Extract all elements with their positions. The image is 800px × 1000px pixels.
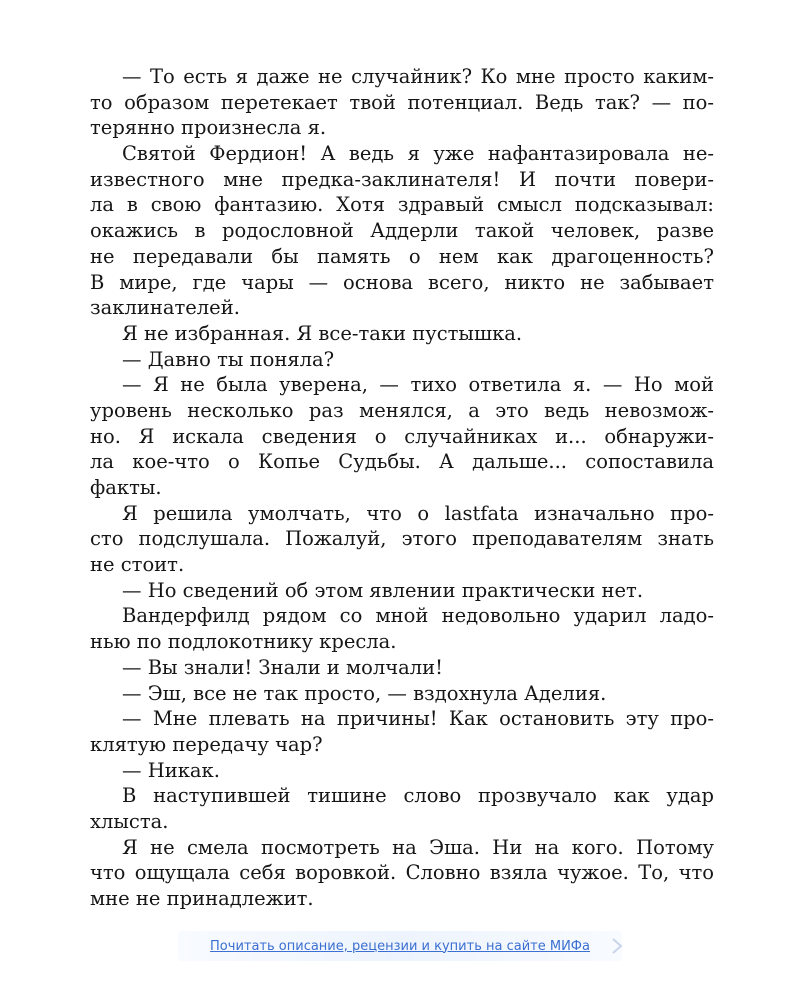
buy-on-mif-link[interactable] [178,931,622,961]
text-line: — То есть я даже не случайник? Ко мне просто каким- [122,65,714,88]
text-line: Я решила умолчать, что о lastfata изначально про- [122,501,714,525]
text-line: сто подслушала. Пожалуй, этого преподавателям знать [90,527,714,551]
text-line: то образом перетекает твой потенциал. Ведь так? — по- [90,90,714,114]
text-line: нью по подлокотнику кресла. [90,630,397,654]
text-line: — Я не была уверена, — тихо ответила я. — Но мой [122,373,714,397]
text-line: Я не смела посмотреть на Эша. Ни на кого. Потому [122,835,714,859]
text-line: мне не принадлежит. [90,887,314,910]
text-line: Я не избранная. Я все-таки пустышка. [122,321,523,345]
text-line: ла в свою фантазию. Хотя здравый смысл подсказывал: [90,193,714,217]
chevron-right-icon [610,937,624,955]
text-line: — Вы знали! Знали и молчали! [122,655,444,679]
text-line: что ощущала себя воровкой. Словно взяла чужое. То, что [90,861,714,885]
text-line: — Никак. [122,758,220,782]
text-line: — Эш, все не так просто, — вздохнула Аделия. [122,681,607,705]
text-line: ла кое-что о Копье Судьбы. А дальше... сопоставила [90,450,714,474]
book-page-text [90,64,714,912]
text-line: но. Я искала сведения о случайниках и... обнаружи- [90,424,714,448]
text-line: окажись в родословной Аддерли такой человек, разве [90,219,714,243]
text-line: не передавали бы память о нем как драгоценность? [90,244,714,268]
text-line: не стоит. [90,553,185,577]
buy-on-mif-link-label: Почитать описание, рецензии и купить на сайте МИФа [210,938,590,954]
text-line: В мире, где чары — основа всего, никто не забывает [90,270,714,294]
text-line: Вандерфилд рядом со мной недовольно ударил ладо- [122,604,714,628]
text-line: — Мне плевать на причины! Как остановить эту про- [122,707,714,731]
text-line: терянно произнесла я. [90,116,327,140]
text-line: хлыста. [90,809,169,833]
text-line: факты. [90,476,162,499]
text-line: уровень несколько раз менялся, а это ведь невозмож- [90,398,714,422]
text-line: В наступившей тишине слово прозвучало как удар [122,784,714,808]
text-line: Святой Фердион! А ведь я уже нафантазировала не- [122,142,714,166]
text-line: — Но сведений об этом явлении практически нет. [122,578,644,602]
text-line: — Давно ты поняла? [122,347,335,371]
text-line: заклинателей. [90,296,240,320]
text-line: известного мне предка-заклинателя! И почти повери- [90,167,714,191]
text-line: клятую передачу чар? [90,732,323,756]
